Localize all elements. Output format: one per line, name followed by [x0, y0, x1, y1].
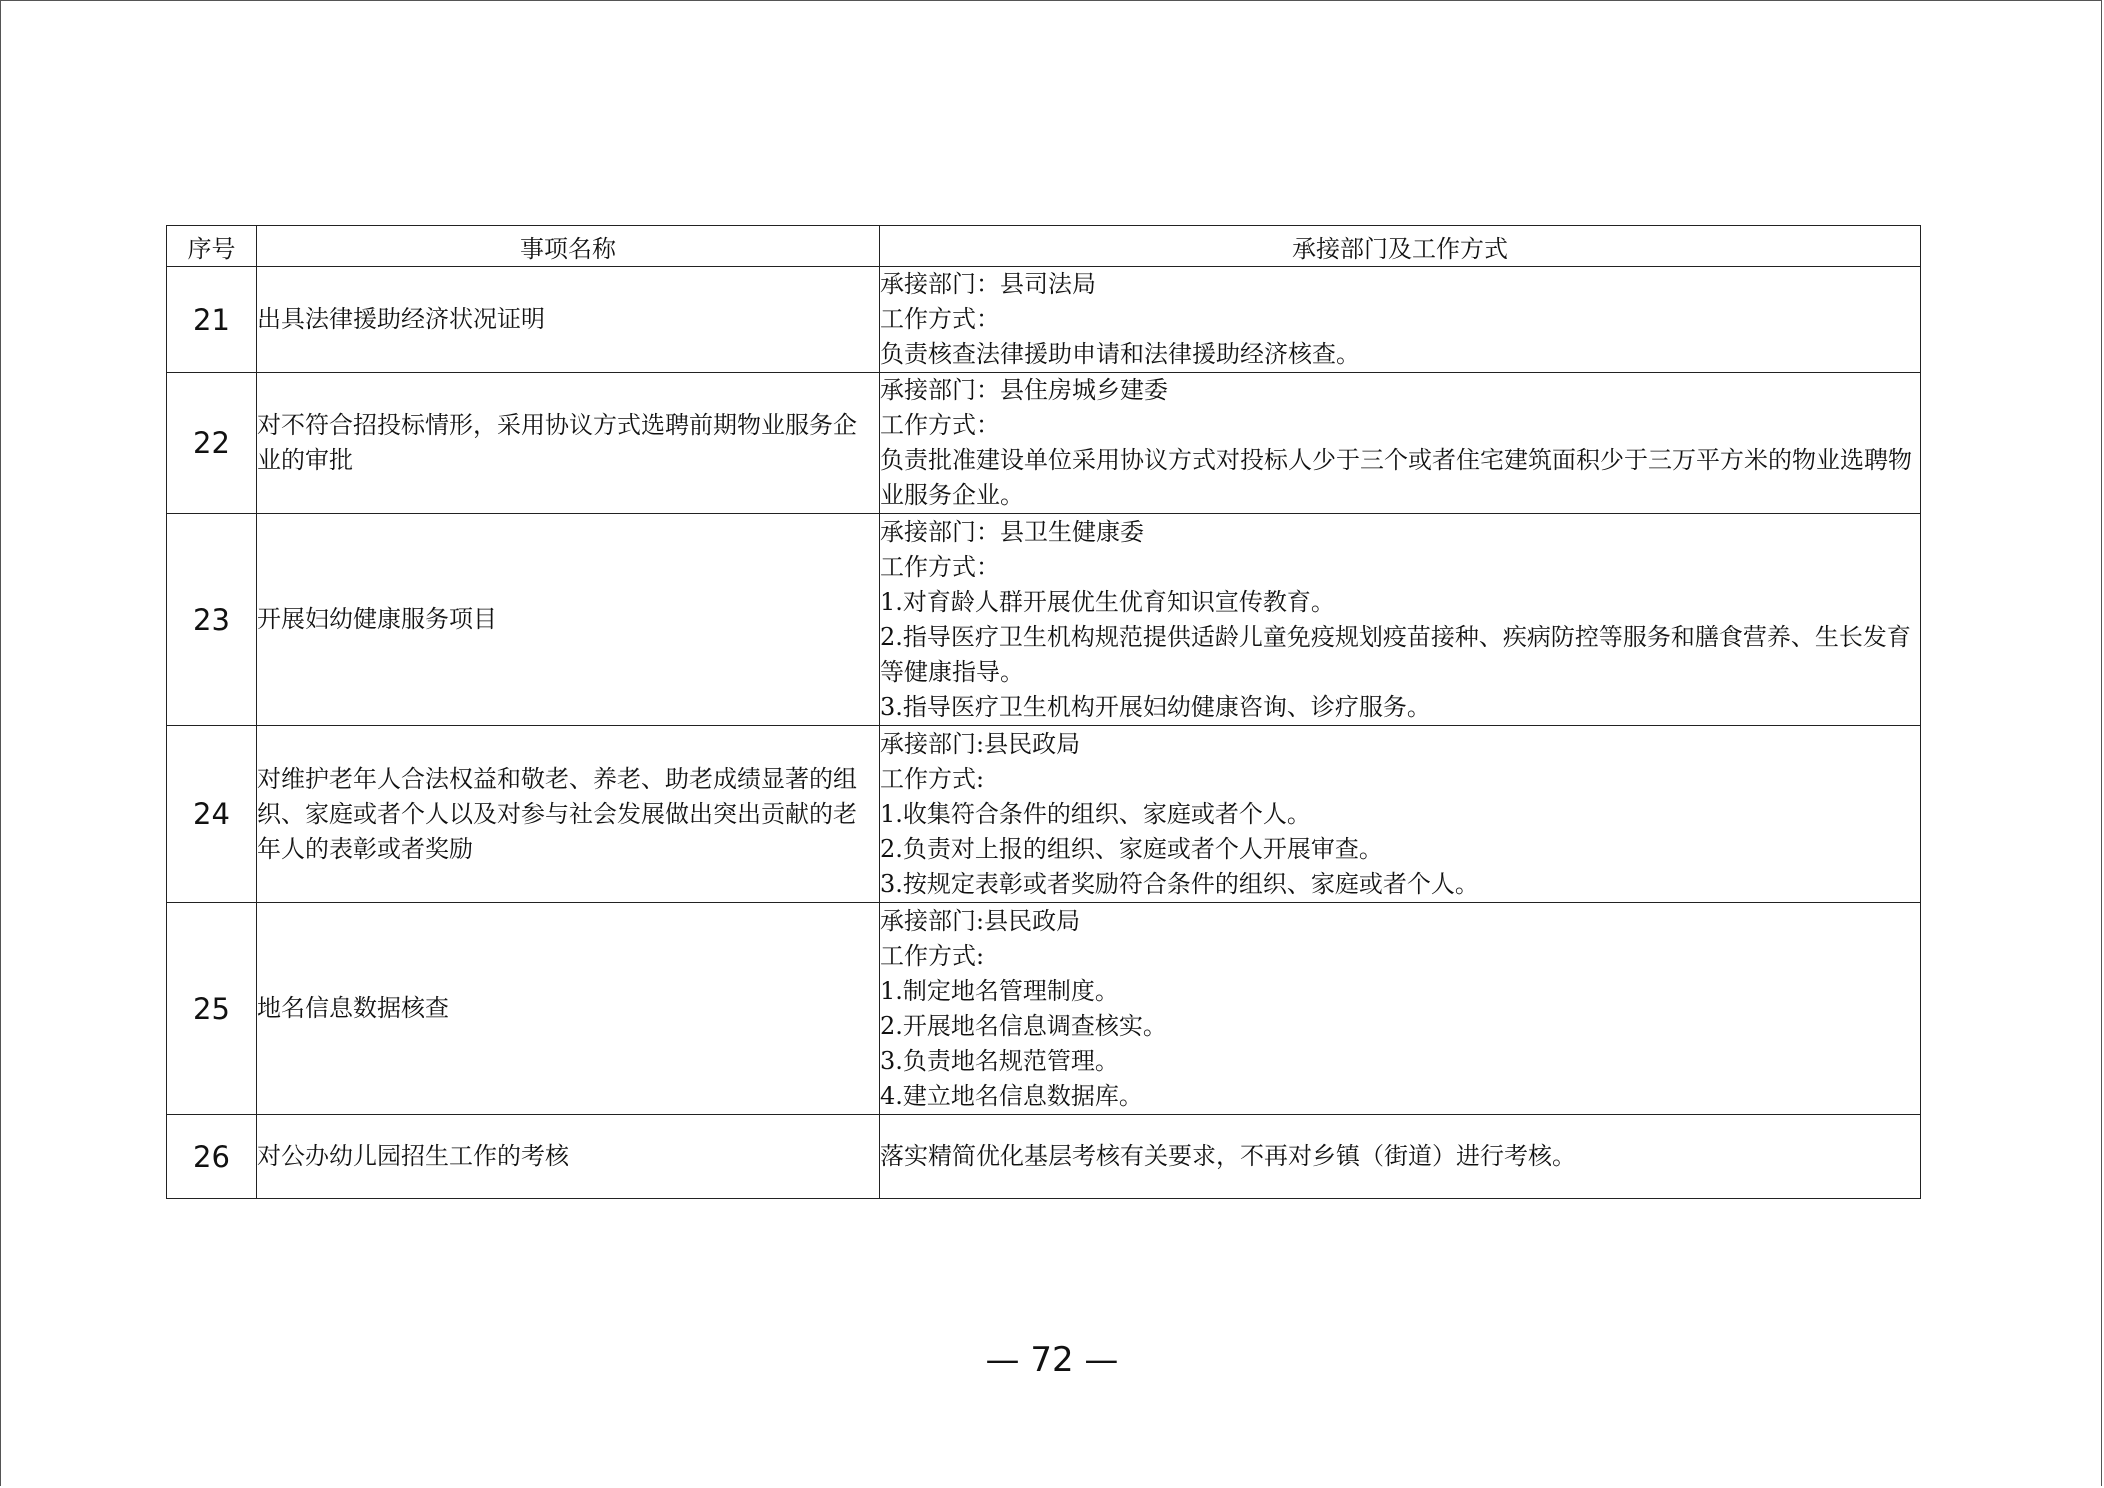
header-number: 序号: [167, 226, 257, 267]
table-row: [167, 267, 1921, 373]
row-number: 25: [167, 903, 257, 1115]
table-row: [167, 373, 1921, 514]
method-line: 工作方式：: [880, 411, 1000, 439]
method-line: 工作方式：: [880, 552, 1000, 581]
department-method: [880, 1115, 1921, 1199]
method-line: 承接部门：县住房城乡建委: [880, 376, 1168, 404]
item-name: 对维护老年人合法权益和敬老、养老、助老成绩显著的组织、家庭或者个人以及对参与社会发展做出突出贡献的老年人的表彰或者奖励: [257, 726, 880, 903]
table-row: [167, 514, 1921, 726]
method-line: 承接部门：县卫生健康委: [880, 517, 1144, 546]
method-line: 工作方式：: [880, 305, 1000, 333]
method-line: 4.建立地名信息数据库。: [880, 1081, 1143, 1110]
method-line: 承接部门:县民政局: [880, 729, 1081, 758]
method-line: 2.指导医疗卫生机构规范提供适龄儿童免疫规划疫苗接种、疾病防控等服务和膳食营养、生长发育等健康指导。: [880, 622, 1911, 686]
method-line: 3.指导医疗卫生机构开展妇幼健康咨询、诊疗服务。: [880, 692, 1431, 721]
department-method: [880, 373, 1921, 514]
method-line: 1.收集符合条件的组织、家庭或者个人。: [880, 799, 1311, 828]
row-number: 22: [167, 373, 257, 514]
item-name: 对不符合招投标情形，采用协议方式选聘前期物业服务企业的审批: [257, 373, 880, 514]
item-name: 地名信息数据核查: [257, 903, 880, 1115]
department-method: [880, 514, 1921, 726]
row-number: 21: [167, 267, 257, 373]
department-method: [880, 726, 1921, 903]
page-number: — 72 —: [985, 1340, 1119, 1380]
method-line: 3.按规定表彰或者奖励符合条件的组织、家庭或者个人。: [880, 869, 1479, 898]
method-line: 1.制定地名管理制度。: [880, 976, 1119, 1005]
method-line: 3.负责地名规范管理。: [880, 1046, 1119, 1075]
method-line: 2.负责对上报的组织、家庭或者个人开展审查。: [880, 834, 1383, 863]
method-line: 落实精简优化基层考核有关要求，不再对乡镇（街道）进行考核。: [880, 1142, 1576, 1170]
table-row: [167, 726, 1921, 903]
table-row: [167, 1115, 1921, 1199]
department-method: [880, 903, 1921, 1115]
method-line: 负责批准建设单位采用协议方式对投标人少于三个或者住宅建筑面积少于三万平方米的物业选聘物业服务企业。: [880, 446, 1912, 509]
table-row: [167, 903, 1921, 1115]
header-item-name: 事项名称: [257, 226, 880, 267]
item-name: 开展妇幼健康服务项目: [257, 514, 880, 726]
method-line: 工作方式:: [880, 764, 985, 793]
row-number: 24: [167, 726, 257, 903]
method-line: 承接部门：县司法局: [880, 270, 1096, 298]
method-line: 2.开展地名信息调查核实。: [880, 1011, 1167, 1040]
method-line: 工作方式:: [880, 941, 985, 970]
item-name: 对公办幼儿园招生工作的考核: [257, 1115, 880, 1199]
row-number: 23: [167, 514, 257, 726]
items-table: [166, 225, 1921, 1199]
header-department-method: 承接部门及工作方式: [880, 226, 1921, 267]
table-header-row: [167, 226, 1921, 267]
method-line: 承接部门:县民政局: [880, 906, 1081, 935]
item-name: 出具法律援助经济状况证明: [257, 267, 880, 373]
method-line: 1.对育龄人群开展优生优育知识宣传教育。: [880, 587, 1335, 616]
department-method: [880, 267, 1921, 373]
method-line: 负责核查法律援助申请和法律援助经济核查。: [880, 340, 1360, 368]
row-number: 26: [167, 1115, 257, 1199]
